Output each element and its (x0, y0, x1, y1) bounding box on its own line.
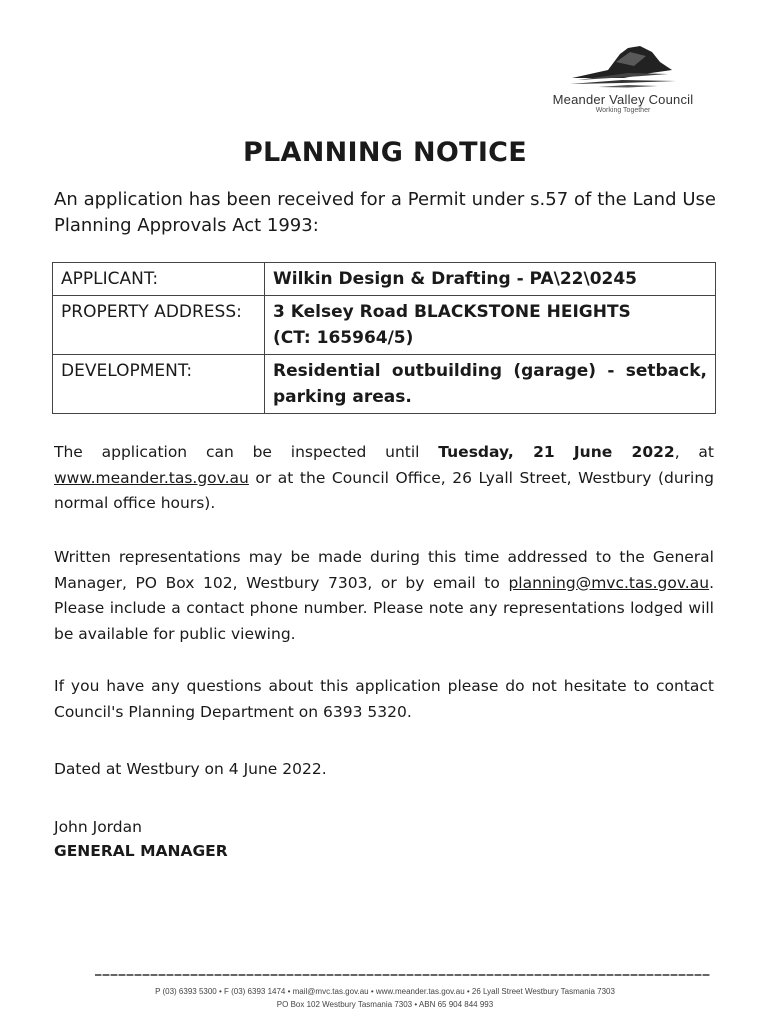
signatory-position: GENERAL MANAGER (54, 842, 228, 860)
property-value (265, 296, 716, 355)
footer-address-line: PO Box 102 Westbury Tasmania 7303 • ABN 65 904 844 993 (276, 1000, 494, 1009)
property-label: PROPERTY ADDRESS: (53, 296, 265, 355)
email-link[interactable]: planning@mvc.tas.gov.au (508, 573, 710, 592)
council-tagline: Working Together (595, 107, 651, 114)
details-table (52, 262, 716, 414)
representations-suffix: . Please include a contact phone number. Please note any representations lodged will be available for public viewing. (54, 573, 714, 643)
inspection-suffix: or at the Council Office, 26 Lyall Street, Westbury (during normal office hours). (54, 468, 714, 512)
footer-contact-line: P (03) 6393 5300 • F (03) 6393 1474 • mail@mvc.tas.gov.au • www.meander.tas.gov.au • 26 Lyall Street Westbury Tasmania 7303 (155, 987, 615, 996)
inspection-prefix: The application can be inspected until (54, 443, 439, 461)
development-label: DEVELOPMENT: (53, 355, 265, 414)
development-row (53, 355, 716, 414)
footer-divider (95, 974, 710, 976)
footer (0, 985, 770, 1011)
representations-paragraph (54, 545, 714, 647)
website-link[interactable]: www.meander.tas.gov.au (54, 468, 249, 487)
intro-text: An application has been received for a Permit under s.57 of the Land Use Planning Approvals Act 1993: (54, 189, 716, 236)
inspection-paragraph (54, 440, 714, 517)
applicant-label: APPLICANT: (53, 263, 265, 296)
applicant-row (53, 263, 716, 296)
mountain-logo-icon (568, 40, 678, 90)
development-value: Residential outbuilding (garage) - setback, parking areas. (265, 355, 716, 414)
inspection-mid: , at (674, 443, 714, 461)
council-logo (548, 40, 698, 125)
questions-paragraph: If you have any questions about this application please do not hesitate to contact Council's Planning Department on 6393 5320. (54, 677, 714, 721)
property-address: 3 Kelsey Road BLACKSTONE HEIGHTS (273, 302, 631, 322)
inspection-date: Tuesday, 21 June 2022 (438, 443, 675, 461)
applicant-value: Wilkin Design & Drafting - PA\22\0245 (265, 263, 716, 296)
signatory-name: John Jordan (54, 818, 142, 836)
dated-line: Dated at Westbury on 4 June 2022. (54, 760, 327, 778)
property-title-ref: (CT: 165964/5) (273, 328, 414, 348)
signature-block (54, 815, 228, 863)
representations-prefix: Written representations may be made during this time addressed to the General Manager, PO Box 102, Westbury 7303, or by email to (54, 548, 714, 592)
council-name: Meander Valley Council (552, 92, 694, 107)
property-row (53, 296, 716, 355)
page-title: PLANNING NOTICE (242, 137, 528, 168)
